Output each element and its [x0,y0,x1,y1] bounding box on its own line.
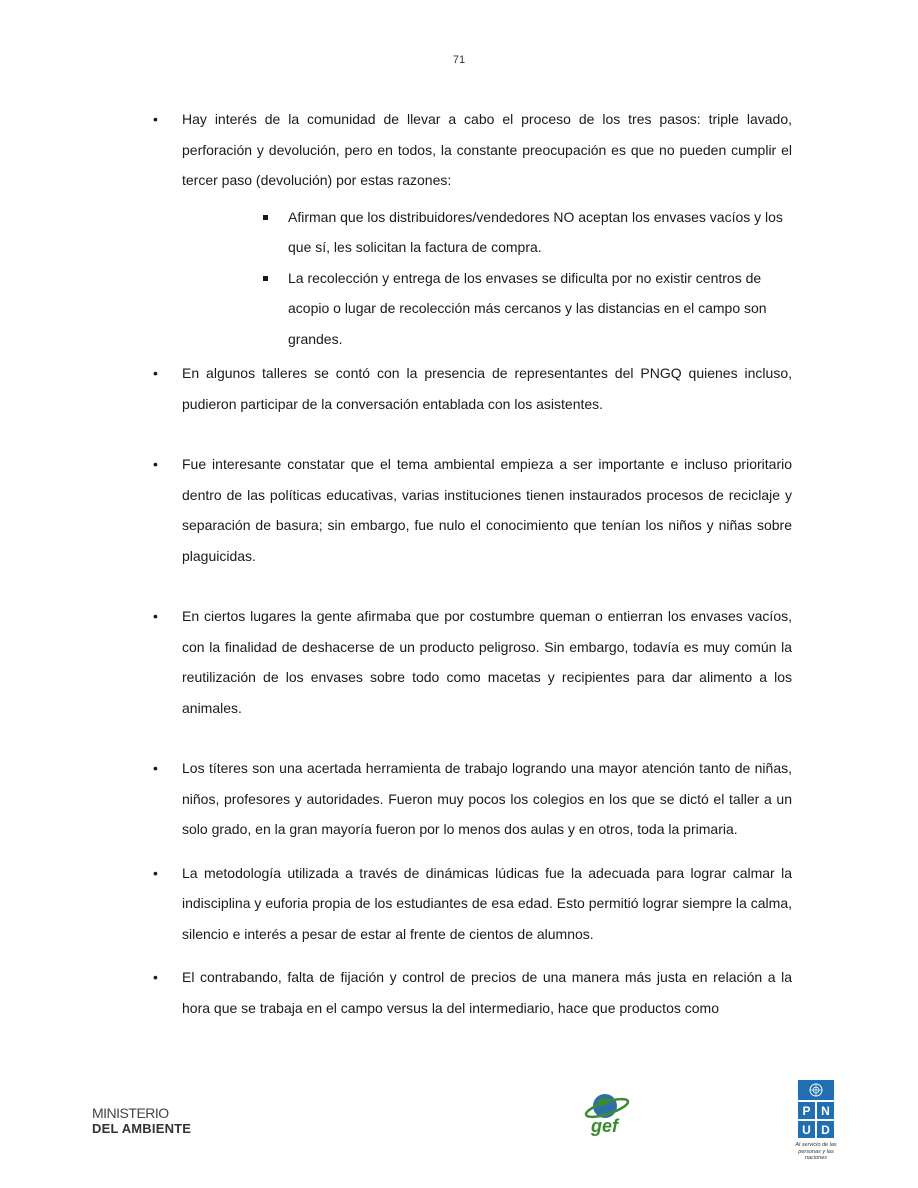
bullet-text: Los títeres son una acertada herramienta de trabajo logrando una mayor atención tanto de niñas, niños, profesores y autoridades. Fueron muy pocos los colegios en los que se dictó el taller a un solo grado, en la gran mayoría fueron por lo menos dos aulas y en otros, toda la primaria. [182,760,792,837]
bullet-item [150,962,792,1023]
bullet-item [150,358,792,419]
bullet-text: En algunos talleres se contó con la presencia de representantes del PNGQ quienes incluso, pudieron participar de la conversación entablada con los asistentes. [182,365,792,412]
undp-letter: U [798,1121,815,1138]
gef-logo-text: gef [591,1116,618,1136]
un-emblem-icon [798,1080,834,1100]
sub-bullet-list [150,202,792,355]
ministerio-line2: DEL AMBIENTE [92,1121,192,1136]
page-number: 71 [452,54,466,66]
undp-logo [795,1080,837,1162]
bullet-item [150,753,792,845]
bullet-text: La metodología utilizada a través de dinámicas lúdicas fue la adecuada para lograr calmar la indisciplina y euforia propia de los estudiantes de esa edad. Esto permitió lograr siempre la calma, silencio e interés a pesar de estar al frente de cientos de alumnos. [182,864,792,942]
sub-bullet-text: La recolección y entrega de los envases se dificulta por no existir centros de acopio o lugar de recolección más cercanos y las distancias en el campo son grandes. [288,269,767,347]
sub-bullet-item [258,202,792,263]
bullet-text: En ciertos lugares la gente afirmaba que por costumbre queman o entierran los envases vacíos, con la finalidad de deshacerse de un producto peligroso. Sin embargo, todavía es muy común la reutilización de los envases sobre todo como macetas y recipientes para dar alimento a los animales. [182,608,792,716]
undp-letter: P [798,1102,815,1119]
page-footer [0,1080,918,1188]
undp-letter: D [817,1121,834,1138]
ministerio-line1: MINISTERIO [92,1105,169,1121]
ministerio-del-ambiente-logo [92,1106,191,1136]
bullet-item [150,858,792,950]
sub-bullet-item [258,263,792,355]
sub-bullet-text: Afirman que los distribuidores/vendedores NO aceptan los envases vacíos y los que sí, les solicitan la factura de compra. [288,208,783,255]
undp-tagline: Al servicio de las personas y las naciones [795,1142,837,1161]
bullet-text: Hay interés de la comunidad de llevar a cabo el proceso de los tres pasos: triple lavado, perforación y devolución, pero en todos, la constante preocupación es que no pueden cumplir el tercer paso (devolución) por estas razones: [182,111,792,188]
bullet-item [150,601,792,723]
bullet-text: Fue interesante constatar que el tema ambiental empieza a ser importante e incluso prioritario dentro de las políticas educativas, varias instituciones tienen instaurados procesos de reciclaje y separación de basura; sin embargo, fue nulo el conocimiento que tenían los niños y niñas sobre plaguicidas. [182,456,792,564]
undp-letter: N [817,1102,834,1119]
document-body [150,104,792,1023]
bullet-item [150,449,792,571]
bullet-text: El contrabando, falta de fijación y control de precios de una manera más justa en relación a la hora que se trabaja en el campo versus la del intermediario, hace que productos como [182,969,792,1016]
bullet-item [150,104,792,196]
